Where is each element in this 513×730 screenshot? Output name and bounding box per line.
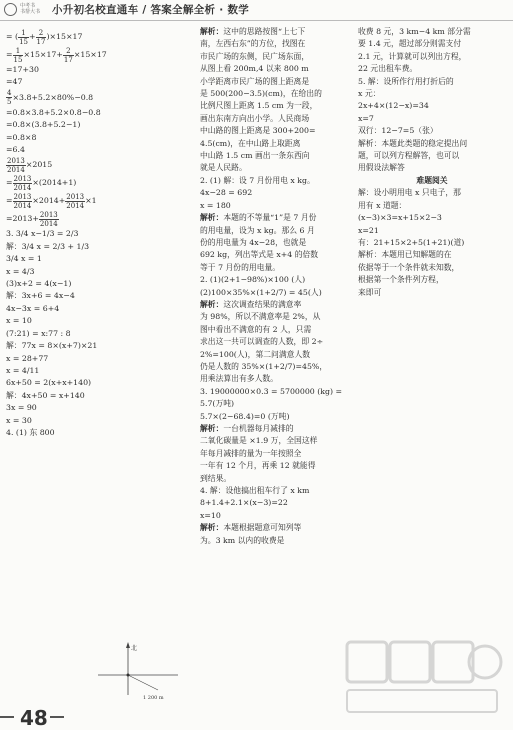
page-header [0,0,513,21]
answer-line: 3/4 x = 1 [6,254,42,264]
answer-line: (3)x+2 = 4(x−1) [6,279,72,289]
section-title: 难题阅关 [416,175,448,185]
answer-line: $\frac{2013}{2014}$ ×2015 [7,156,53,174]
answer-line: x = 4/3 [6,266,35,276]
fraction: $\frac{1}{15}$ [13,46,23,64]
answer-line: 解析：本题根据题意可知列等 [200,523,302,533]
answer-line: 收费 8 元，3 km−4 km 部分需 [358,27,471,36]
answer-line: 到结果。 [200,473,232,483]
answer-line: =17+30 [6,65,39,74]
answer-line: 解：3/4 x = 2/3 + 1/3 [6,241,90,251]
direction-diagram [88,640,188,700]
answer-line: (7:21) = x:77 : 8 [6,328,71,338]
north-arrow-icon [126,642,130,648]
logo-text: 中考书 书帮大书 [20,3,41,15]
answer-line: 5.7(万吨) [200,399,235,409]
answer-line: 4x−28 = 692 [200,188,253,198]
answer-line: $\frac{4}{5}$ ×3.8+5.2×80%−0.8 [7,89,94,107]
fraction: $\frac{2}{17}$ [36,28,46,46]
answer-line: 就是人民路。 [200,163,247,173]
page-number-dash-left [0,716,14,718]
fraction: $\frac{2013}{2014}$ [13,192,32,210]
answer-line: =47 [6,77,23,87]
answer-line: 解析：这中的思路按图“上七下 [200,27,306,36]
answer-line: 2. (1)(2+1−98%)×100 (人) [200,275,306,285]
scale-label: 1 200 m [143,695,164,700]
direction-line [128,675,158,690]
answer-line: 5. 解：设所作行用打折后的 [358,76,454,86]
page-number-dash-right [50,716,64,718]
answer-line: 8+1.4+2.1×(x−3)=22 [200,498,288,508]
logo-icon [4,3,17,16]
answer-line: 2. (1) 解：设 7 月份用电 x kg。 [200,175,315,185]
answer-line: 解析：本题此类题的稳定提出问 [358,138,468,148]
answer-line: x 元： [358,89,381,99]
answer-line: 二氧化碳量是 ×1.9 万，全国这样 [200,436,318,446]
answer-line: 画出东南方向出小学。人民商场 [200,113,310,123]
answer-line: 比例尺图上距离 1.5 cm 为一段， [200,101,318,111]
page-title: 小升初名校直通车 / 答案全解全析 · 数学 [52,4,250,16]
answer-line: x = 30 [6,415,32,425]
answer-line: 2%=100(人)，第二问满意人数 [200,349,311,359]
answer-line: = $\frac{1}{15}$ ×15×17+ $\frac{2}{17}$ ×15×17 [6,46,107,64]
answer-line: (2)100×35%×(1+2/7) = 45(人) [200,287,322,297]
answer-line: x = 28+77 [6,353,49,363]
answer-line: x=7 [358,113,374,123]
answer-line: = $\frac{2013}{2014}$ ×(2014+1) [6,174,77,192]
answer-line: 4x−3x = 6+4 [6,303,60,313]
answer-line: 3x = 90 [6,403,37,413]
answer-line: 有：21+15×2+5(1+21)(道) [358,237,465,247]
answer-line: 4. (1) 东 800 [6,427,55,437]
fraction: $\frac{2013}{2014}$ [13,174,32,192]
fraction: $\frac{2}{17}$ [63,46,73,64]
origin-point [127,674,130,677]
answer-column-3 [358,26,506,299]
answer-line: = ( $\frac{1}{15}$ + $\frac{2}{17}$ )×15×17 [6,28,83,46]
answer-line: 图中看出不满意的有 2 人，只需 [200,324,312,334]
answer-line: x = 4/11 [6,365,40,375]
answer-line: 解：77x = 8×(x+7)×21 [6,341,98,351]
answer-line: 要 1.4 元，超过部分则需支付 [358,39,462,49]
answer-line: 中山路的图上距离是 300+200= [200,126,316,136]
answer-line: x=10 [200,510,221,520]
answer-line: x = 10 [6,316,32,326]
answer-line: 题，可以列方程解答，也可以 [358,151,460,161]
answer-line: 来即可 [358,287,382,297]
fraction: $\frac{2013}{2014}$ [7,156,25,174]
answer-line: =0.8×8 [6,132,37,142]
answer-line: =6.4 [6,145,25,155]
answer-line: 南，左西右东”的方位，找图在 [200,39,306,49]
page-number: 48 [20,706,48,730]
watermark-logo [345,638,505,718]
answer-line: 5.7×(2−68.4)=0 (万吨) [200,411,290,421]
fraction: $\frac{1}{15}$ [19,28,28,46]
answer-column-1 [6,28,196,439]
answer-line: 用假设法解答 [358,163,405,173]
answer-line: 求出这一共可以调查的人数，即 2÷ [200,337,324,347]
answer-line: 解：设小明用电 x 只电子，那 [358,188,461,198]
answer-line: 解析：本题用已知解题的在 [358,250,452,260]
answer-line: 22 元出租车费。 [358,64,418,74]
answer-line: 3. 19000000×0.3 = 5700000 (kg) = [200,386,343,396]
answer-line: = $\frac{2013}{2014}$ ×2014+ $\frac{2013}{2014}$ ×1 [6,192,97,210]
answer-line: 根据第一个条件列方程， [358,275,444,285]
answer-line: 解：3x+6 = 4x−4 [6,291,75,301]
answer-line: 用有 x 道题： [358,200,407,210]
fraction: $\frac{2013}{2014}$ [66,192,85,210]
answer-line: 小学距离市民广场的图上距离是 [200,76,310,86]
answer-line: 市民广场的东侧，民广场东面， [200,51,310,61]
answer-line: 解析：本题的不等量“1”是 7 月份 [200,213,317,223]
answer-line: 2x+4×(12−x)=34 [358,101,429,111]
answer-line: 仍是人数的 35%×(1+2/7)=45%， [200,361,328,371]
answer-line: (x−3)×3=x+15×2−3 [358,213,442,223]
answer-line: 4.5(cm)，在中山路上取距离 [200,138,301,148]
fraction: $\frac{4}{5}$ [7,89,12,107]
answer-line: 等于 7 月份的用电量。 [200,262,281,272]
answer-line: 的用电量，设为 x kg。那么 6 月 [200,225,315,235]
answer-line: 从图上看 200m,4 以来 800 m [200,64,309,74]
answer-line: =0.8×(3.8+5.2−1) [6,120,81,130]
answer-line: x = 180 [200,200,231,210]
answer-line: 份的用电量为 4x−28，也就是 [200,237,307,247]
answer-line: 一年有 12 个月，再乘 12 就能得 [200,461,316,471]
answer-line: 2.1 元，计算就可以列出方程， [358,51,467,61]
answer-line: =0.8×3.8+5.2×0.8−0.8 [6,107,101,117]
answer-line: 为 98%，所以不满意率是 2%，从 [200,312,321,322]
answer-line: 年每月减排的量为一年按照全 [200,448,302,458]
answer-line: 为。3 km 以内的收费是 [200,535,285,545]
answer-line: =2013+ $\frac{2013}{2014}$ [6,210,58,228]
answer-line: x=21 [358,225,379,235]
answer-line: 4. 解：设他搞出租车行了 x km [200,486,310,496]
answer-line: 解析：这次调查结果的满意率 [200,299,302,309]
answer-line: 是 500(200−3.5)(cm)，在给出的 [200,89,322,99]
answer-line: 692 kg，列出等式是 x+4 的倍数 [200,250,319,260]
answer-line: 用乘法算出有多人数。 [200,374,278,384]
answer-line: 双行：12−7=5（张） [358,126,438,136]
answer-line: 依据等于一个条件就未知数， [358,262,460,272]
answer-line: 中山路 1.5 cm 画出一条东西向 [200,151,310,161]
answer-line: 3. 3/4 x−1/3 = 2/3 [6,229,79,239]
north-label: 北 [131,645,138,652]
answer-line: 6x+50 = 2(x+x+140) [6,378,92,388]
answer-line: 解析：一台机器每月减排的 [200,424,294,433]
fraction: $\frac{2013}{2014}$ [39,210,58,228]
answer-column-2 [200,26,360,547]
answer-line: 解：4x+50 = x+140 [6,390,85,400]
